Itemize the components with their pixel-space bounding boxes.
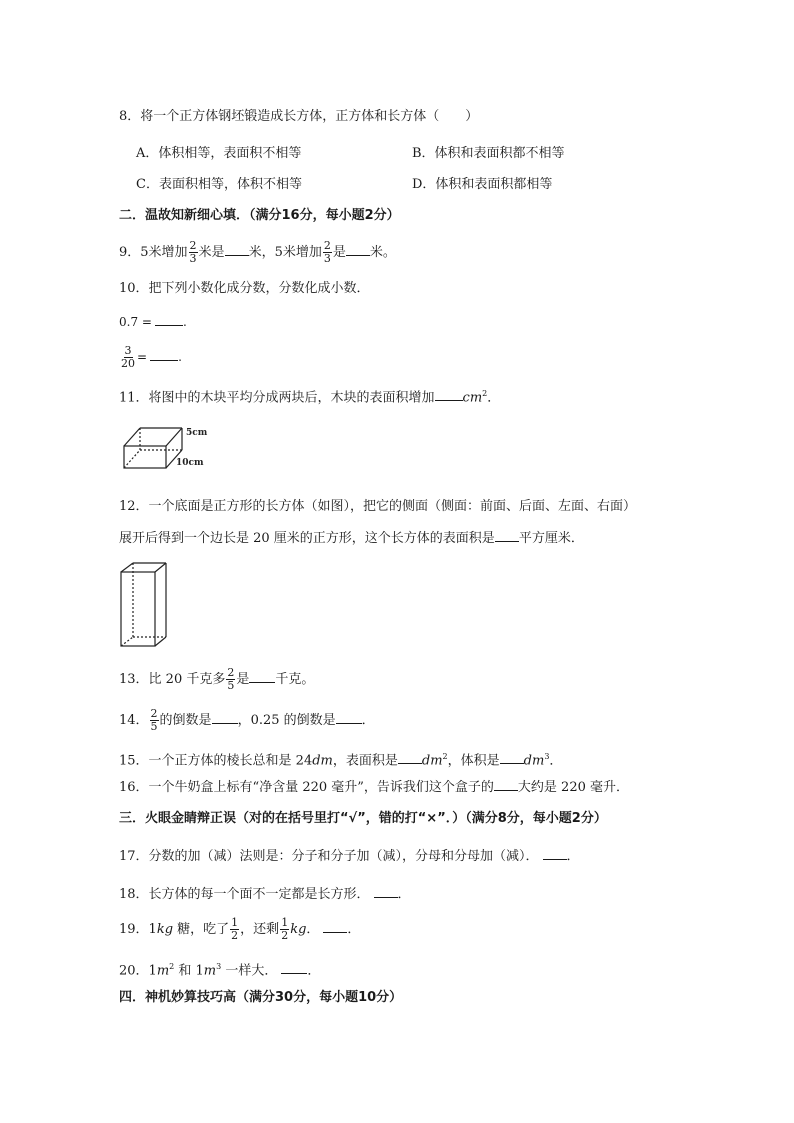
q14-text-2: ，0.25 的倒数是 [237,713,336,728]
answer-blank[interactable] [336,711,362,724]
q20-unit-1-exp: 2 [169,962,175,971]
q12-prism-figure [118,560,170,650]
q19-end: ． [347,922,361,937]
answer-blank[interactable] [495,529,519,542]
q11-label-height: 5cm [186,428,208,438]
q16-text-1: 16．一个牛奶盒上标有“净含量 220 毫升”，告诉我们这个盒子的 [119,780,494,795]
answer-blank[interactable] [150,348,178,361]
answer-blank[interactable] [249,670,275,683]
q18 [119,885,411,904]
fraction: $\frac{1}{2}$ [231,916,239,942]
q12-line2-text-1: 展开后得到一个边长是 20 厘米的正方形，这个长方体的表面积是 [119,531,495,546]
answer-blank[interactable] [494,778,518,791]
answer-blank[interactable] [155,313,183,326]
q8-option-a: A．体积相等，表面积不相等 [136,146,302,161]
q19-text-3: ，还剩 [240,922,280,937]
q9-text-4: 是 [332,245,346,260]
q11-end: ． [487,390,501,406]
q8-stem: 8．将一个正方体钢坯锻造成长方体，正方体和长方体（ ） [119,109,479,124]
q11 [119,385,500,407]
q12-line2 [119,529,584,548]
q15-unit-3-exp: 3 [544,752,550,761]
q8-option-c: C．表面积相等，体积不相等 [136,177,302,192]
q20-end: ． [307,963,321,979]
q12-line2-text-2: 平方厘米． [518,531,584,546]
q19-unit-2: kg [290,922,307,937]
q15-unit-3: dm [523,753,545,769]
section-3-title: 三．火眼金睛辩正误（对的在括号里打“√”，错的打“×”．）（满分8分，每小题2分） [119,811,607,826]
q14-text-3: ． [361,713,375,728]
q13-text-1: 13．比 20 千克多 [119,672,226,687]
q16-text-2: 大约是 220 毫升． [517,780,629,795]
q10-b [119,345,182,370]
q9-text-3: 米，5米增加 [248,245,322,260]
q9-text-5: 米。 [369,245,396,260]
q15-unit-1: dm [312,753,333,769]
q13-text-3: 千克。 [275,672,315,687]
q19-text-4: ． [306,922,320,937]
q9-text-2: 米是 [198,245,225,260]
q12-line1: 12．一个底面是正方形的长方体（如图），把它的侧面（侧面：前面、后面、左面、右面） [119,499,637,514]
q20-text-3: 一样大． [221,963,278,979]
q20-unit-1: m [156,963,170,979]
q11-text: 11．将图中的木块平均分成两块后，木块的表面积增加 [119,390,435,406]
q20-unit-2: m [203,963,217,979]
answer-blank[interactable] [500,751,524,764]
q18-end: ． [397,887,411,902]
q15-text-2: ，表面积是 [332,753,398,769]
q20 [119,958,320,980]
q11-cuboid-figure [118,418,218,474]
q15-unit-2: dm [421,753,443,769]
q13 [119,667,314,692]
q8-option-b: B．体积和表面积都不相等 [412,146,565,161]
answer-blank[interactable] [281,961,307,974]
q10-b-eq: = [137,350,148,364]
q11-unit: cm [462,390,483,406]
q9 [119,240,396,265]
q16 [119,778,629,797]
q19-text-2: 糖，吃了 [173,922,230,937]
q20-text-1: 20．1 [119,963,157,979]
answer-blank[interactable] [323,920,347,933]
fraction: $\frac{2}{3}$ [323,239,331,265]
answer-blank[interactable] [374,885,398,898]
fraction: $\frac{3}{20}$ [121,344,135,370]
q17-end: ． [566,849,580,864]
answer-blank[interactable] [225,243,249,256]
fraction: $\frac{2}{5}$ [150,707,158,733]
q20-unit-2-exp: 3 [216,962,222,971]
q15-unit-2-exp: 2 [442,752,448,761]
q9-text-1: 9．5米增加 [119,245,188,260]
q13-text-2: 是 [236,672,250,687]
section-4-title: 四．神机妙算技巧高（满分30分，每小题10分） [119,990,403,1005]
fraction: $\frac{2}{5}$ [227,666,235,692]
q15-text-1: 15．一个正方体的棱长总和是 24 [119,753,313,769]
answer-blank[interactable] [346,243,370,256]
answer-blank[interactable] [398,751,422,764]
q11-label-length: 10cm [176,458,204,468]
q14-number: 14． [119,713,149,728]
q10-text: 10．把下列小数化成分数，分数化成小数． [119,281,370,296]
q10-a-left: 0.7 = [119,315,152,329]
q17 [119,847,580,866]
q15 [119,748,562,770]
q17-text: 17．分数的加（减）法则是：分子和分子加（减），分母和分母加（减）． [119,849,539,864]
fraction: $\frac{2}{3}$ [189,239,197,265]
q15-text-4: ． [549,753,563,769]
q15-text-3: ，体积是 [447,753,500,769]
q10-a [119,313,187,331]
q14 [119,708,375,733]
answer-blank[interactable] [212,711,238,724]
fraction: $\frac{1}{2}$ [281,916,289,942]
section-2-title: 二．温故知新细心填．（满分16分，每小题2分） [119,208,400,223]
q10-a-end: . [182,315,187,329]
q8-option-d: D．体积和表面积都相等 [412,177,553,192]
q19 [119,917,360,942]
q19-text-1: 19．1 [119,922,157,937]
q14-text-1: 的倒数是 [159,713,212,728]
q19-unit-1: kg [156,922,174,937]
q18-text: 18．长方体的每一个面不一定都是长方形． [119,887,370,902]
answer-blank[interactable] [435,388,463,401]
q20-text-2: 和 1 [174,963,204,979]
answer-blank[interactable] [543,847,567,860]
q10-b-end: . [178,350,182,364]
q11-unit-exp: 2 [482,389,488,398]
